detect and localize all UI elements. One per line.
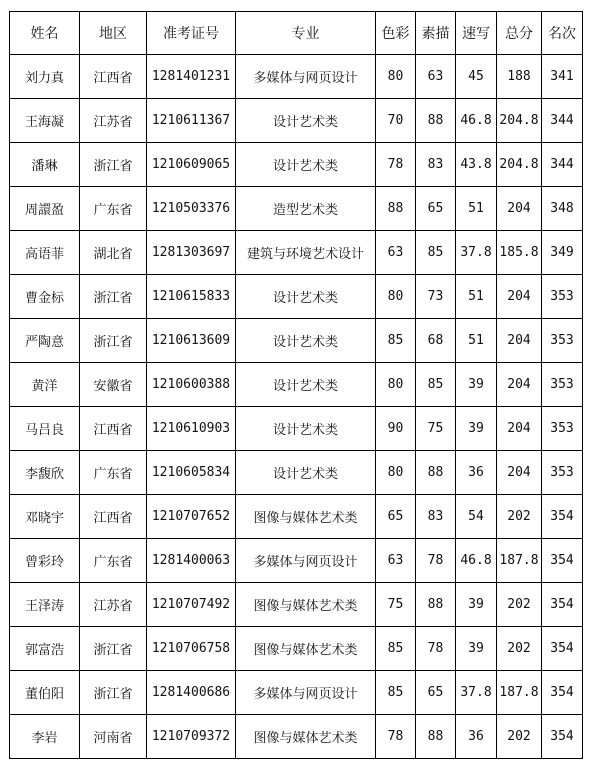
cell-sketch: 73	[416, 275, 456, 319]
cell-total: 202	[497, 715, 542, 759]
table-row	[10, 275, 583, 319]
cell-color: 90	[376, 407, 416, 451]
table-row	[10, 495, 583, 539]
cell-total: 204	[497, 187, 542, 231]
cell-color: 63	[376, 539, 416, 583]
table-row	[10, 539, 583, 583]
cell-quick-sketch: 37.8	[456, 231, 497, 275]
cell-rank: 348	[542, 187, 583, 231]
cell-total: 202	[497, 495, 542, 539]
cell-rank: 353	[542, 451, 583, 495]
cell-quick-sketch: 37.8	[456, 671, 497, 715]
table-row	[10, 671, 583, 715]
cell-color: 80	[376, 275, 416, 319]
header-total: 总分	[497, 12, 542, 55]
header-row	[10, 12, 583, 55]
cell-quick-sketch: 36	[456, 451, 497, 495]
cell-rank: 354	[542, 671, 583, 715]
cell-name: 周譞盈	[10, 187, 80, 231]
cell-region: 江苏省	[80, 583, 147, 627]
cell-name: 董伯阳	[10, 671, 80, 715]
cell-sketch: 78	[416, 627, 456, 671]
cell-sketch: 88	[416, 715, 456, 759]
cell-region: 江苏省	[80, 99, 147, 143]
cell-total: 204	[497, 407, 542, 451]
cell-total: 187.8	[497, 671, 542, 715]
cell-region: 江西省	[80, 407, 147, 451]
cell-quick-sketch: 39	[456, 407, 497, 451]
cell-name: 王海凝	[10, 99, 80, 143]
cell-major: 建筑与环境艺术设计	[236, 231, 376, 275]
cell-color: 65	[376, 495, 416, 539]
cell-major: 图像与媒体艺术类	[236, 715, 376, 759]
cell-major: 设计艺术类	[236, 451, 376, 495]
table-row	[10, 451, 583, 495]
table-row	[10, 407, 583, 451]
cell-rank: 353	[542, 275, 583, 319]
cell-region: 安徽省	[80, 363, 147, 407]
cell-major: 设计艺术类	[236, 407, 376, 451]
header-color: 色彩	[376, 12, 416, 55]
cell-rank: 349	[542, 231, 583, 275]
cell-name: 曹金标	[10, 275, 80, 319]
cell-name: 黄洋	[10, 363, 80, 407]
cell-exam-id: 1210605834	[147, 451, 236, 495]
cell-exam-id: 1281401231	[147, 55, 236, 99]
cell-exam-id: 1210706758	[147, 627, 236, 671]
cell-color: 63	[376, 231, 416, 275]
cell-region: 河南省	[80, 715, 147, 759]
cell-region: 广东省	[80, 451, 147, 495]
header-quick-sketch: 速写	[456, 12, 497, 55]
cell-total: 204.8	[497, 99, 542, 143]
cell-sketch: 85	[416, 231, 456, 275]
cell-major: 图像与媒体艺术类	[236, 495, 376, 539]
table-row	[10, 363, 583, 407]
cell-color: 70	[376, 99, 416, 143]
scores-table	[9, 11, 583, 759]
cell-exam-id: 1281303697	[147, 231, 236, 275]
cell-exam-id: 1210609065	[147, 143, 236, 187]
header-region: 地区	[80, 12, 147, 55]
cell-sketch: 63	[416, 55, 456, 99]
cell-name: 高语菲	[10, 231, 80, 275]
cell-name: 王泽涛	[10, 583, 80, 627]
cell-sketch: 68	[416, 319, 456, 363]
cell-major: 设计艺术类	[236, 319, 376, 363]
header-exam-id: 准考证号	[147, 12, 236, 55]
cell-total: 185.8	[497, 231, 542, 275]
table-row	[10, 187, 583, 231]
cell-region: 浙江省	[80, 319, 147, 363]
cell-color: 75	[376, 583, 416, 627]
cell-major: 多媒体与网页设计	[236, 671, 376, 715]
table-row	[10, 55, 583, 99]
cell-region: 江西省	[80, 495, 147, 539]
cell-exam-id: 1210600388	[147, 363, 236, 407]
cell-rank: 353	[542, 319, 583, 363]
cell-color: 80	[376, 451, 416, 495]
table-row	[10, 143, 583, 187]
cell-total: 204	[497, 451, 542, 495]
header-name: 姓名	[10, 12, 80, 55]
cell-region: 浙江省	[80, 275, 147, 319]
cell-rank: 353	[542, 363, 583, 407]
cell-color: 85	[376, 671, 416, 715]
cell-major: 图像与媒体艺术类	[236, 627, 376, 671]
cell-color: 85	[376, 627, 416, 671]
cell-major: 多媒体与网页设计	[236, 55, 376, 99]
cell-sketch: 83	[416, 143, 456, 187]
cell-quick-sketch: 54	[456, 495, 497, 539]
cell-major: 设计艺术类	[236, 99, 376, 143]
cell-quick-sketch: 39	[456, 627, 497, 671]
header-rank: 名次	[542, 12, 583, 55]
cell-color: 80	[376, 55, 416, 99]
cell-quick-sketch: 45	[456, 55, 497, 99]
cell-total: 204.8	[497, 143, 542, 187]
table-body	[10, 55, 583, 759]
table-row	[10, 319, 583, 363]
table-row	[10, 99, 583, 143]
table-row	[10, 627, 583, 671]
cell-exam-id: 1281400063	[147, 539, 236, 583]
cell-rank: 344	[542, 99, 583, 143]
cell-quick-sketch: 43.8	[456, 143, 497, 187]
cell-exam-id: 1210610903	[147, 407, 236, 451]
cell-total: 204	[497, 363, 542, 407]
table-row	[10, 583, 583, 627]
cell-total: 204	[497, 275, 542, 319]
cell-exam-id: 1210707492	[147, 583, 236, 627]
cell-major: 图像与媒体艺术类	[236, 583, 376, 627]
cell-rank: 344	[542, 143, 583, 187]
cell-sketch: 88	[416, 451, 456, 495]
cell-major: 造型艺术类	[236, 187, 376, 231]
cell-exam-id: 1281400686	[147, 671, 236, 715]
cell-sketch: 75	[416, 407, 456, 451]
cell-region: 湖北省	[80, 231, 147, 275]
cell-sketch: 88	[416, 583, 456, 627]
cell-major: 设计艺术类	[236, 143, 376, 187]
header-sketch: 素描	[416, 12, 456, 55]
cell-color: 78	[376, 143, 416, 187]
cell-exam-id: 1210503376	[147, 187, 236, 231]
cell-region: 浙江省	[80, 627, 147, 671]
cell-color: 78	[376, 715, 416, 759]
cell-region: 广东省	[80, 539, 147, 583]
cell-rank: 354	[542, 495, 583, 539]
cell-exam-id: 1210709372	[147, 715, 236, 759]
cell-total: 187.8	[497, 539, 542, 583]
cell-name: 潘琳	[10, 143, 80, 187]
cell-major: 设计艺术类	[236, 363, 376, 407]
cell-color: 85	[376, 319, 416, 363]
cell-quick-sketch: 46.8	[456, 539, 497, 583]
cell-exam-id: 1210707652	[147, 495, 236, 539]
cell-major: 设计艺术类	[236, 275, 376, 319]
cell-name: 郭富浩	[10, 627, 80, 671]
cell-quick-sketch: 46.8	[456, 99, 497, 143]
cell-name: 李馥欣	[10, 451, 80, 495]
cell-sketch: 85	[416, 363, 456, 407]
cell-exam-id: 1210615833	[147, 275, 236, 319]
cell-color: 88	[376, 187, 416, 231]
cell-rank: 341	[542, 55, 583, 99]
cell-region: 广东省	[80, 187, 147, 231]
cell-total: 204	[497, 319, 542, 363]
cell-sketch: 88	[416, 99, 456, 143]
cell-region: 浙江省	[80, 671, 147, 715]
header-major: 专业	[236, 12, 376, 55]
cell-region: 浙江省	[80, 143, 147, 187]
cell-name: 曾彩玲	[10, 539, 80, 583]
cell-color: 80	[376, 363, 416, 407]
cell-exam-id: 1210613609	[147, 319, 236, 363]
cell-quick-sketch: 36	[456, 715, 497, 759]
cell-sketch: 65	[416, 187, 456, 231]
cell-quick-sketch: 39	[456, 363, 497, 407]
cell-rank: 354	[542, 539, 583, 583]
cell-quick-sketch: 51	[456, 275, 497, 319]
cell-name: 邓晓宇	[10, 495, 80, 539]
cell-major: 多媒体与网页设计	[236, 539, 376, 583]
table-row	[10, 715, 583, 759]
cell-sketch: 83	[416, 495, 456, 539]
cell-sketch: 78	[416, 539, 456, 583]
cell-name: 刘力真	[10, 55, 80, 99]
cell-rank: 354	[542, 583, 583, 627]
cell-name: 李岩	[10, 715, 80, 759]
cell-quick-sketch: 51	[456, 187, 497, 231]
cell-total: 202	[497, 583, 542, 627]
cell-name: 严陶意	[10, 319, 80, 363]
cell-quick-sketch: 51	[456, 319, 497, 363]
cell-name: 马吕良	[10, 407, 80, 451]
table-row	[10, 231, 583, 275]
cell-rank: 354	[542, 627, 583, 671]
cell-sketch: 65	[416, 671, 456, 715]
cell-total: 202	[497, 627, 542, 671]
cell-exam-id: 1210611367	[147, 99, 236, 143]
cell-rank: 354	[542, 715, 583, 759]
cell-total: 188	[497, 55, 542, 99]
cell-region: 江西省	[80, 55, 147, 99]
cell-rank: 353	[542, 407, 583, 451]
cell-quick-sketch: 39	[456, 583, 497, 627]
